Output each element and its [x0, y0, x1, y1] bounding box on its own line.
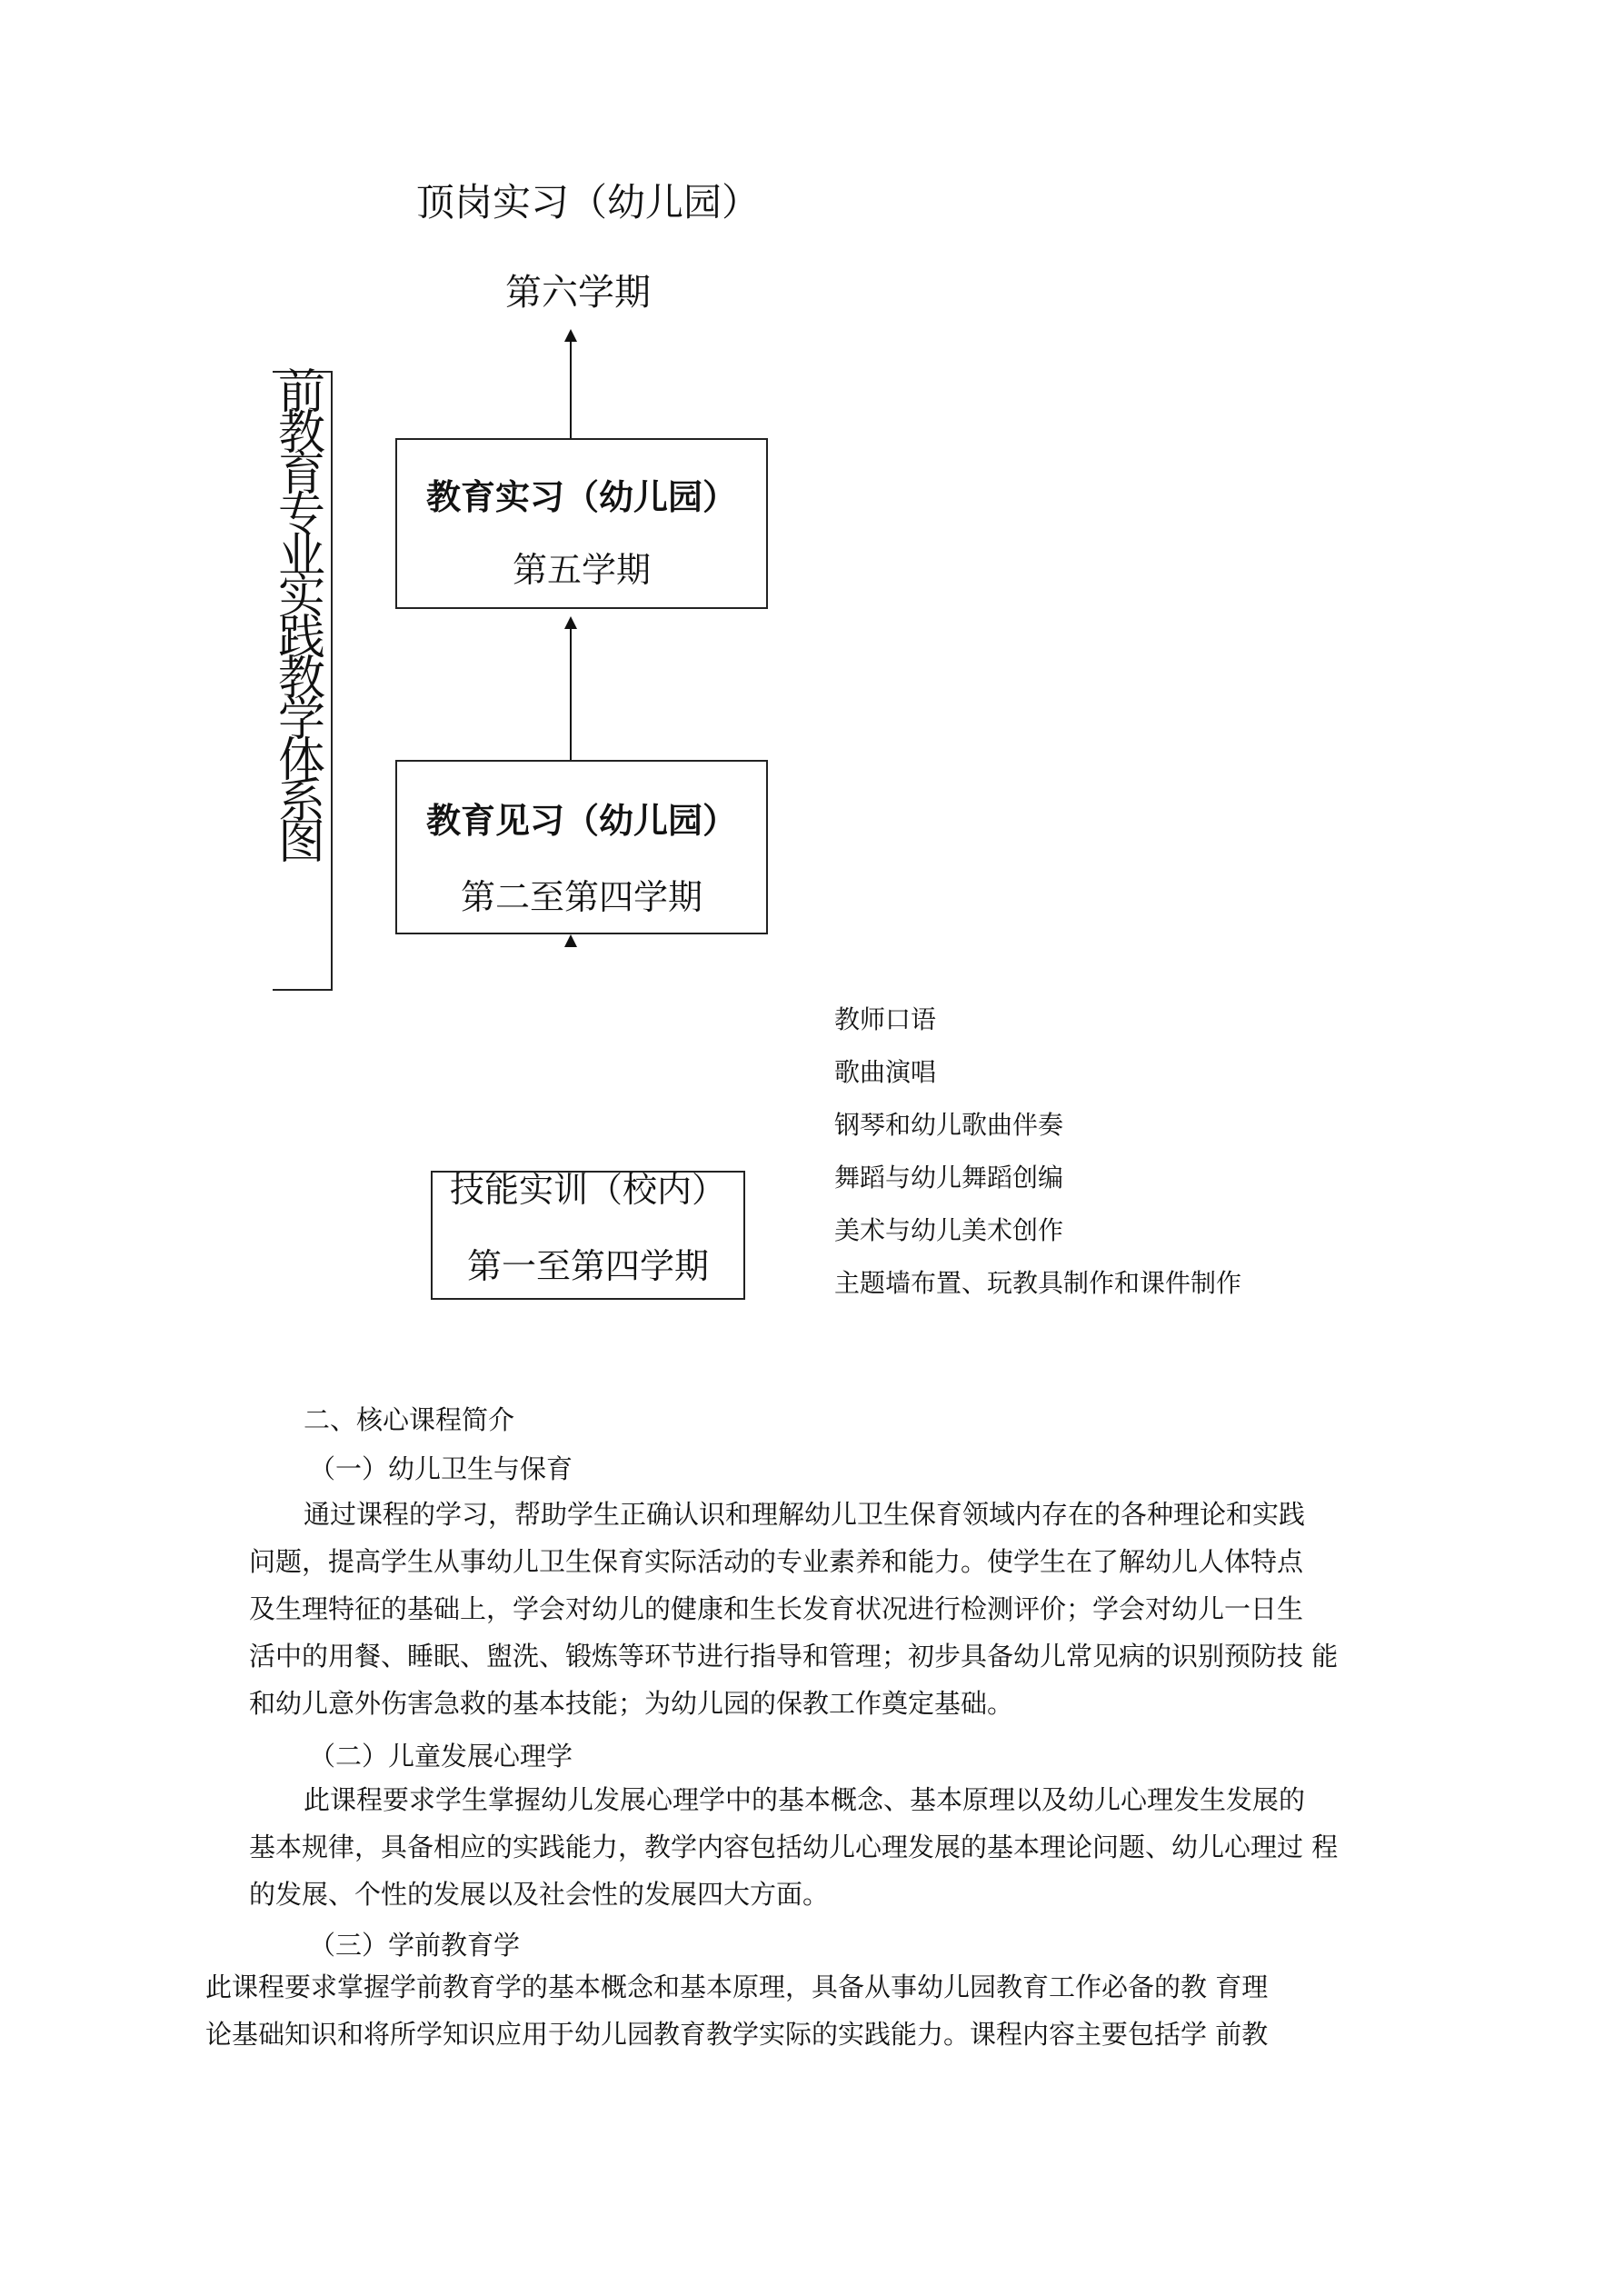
- arrow-up-icon: [564, 934, 577, 947]
- paragraph-line: 的发展、个性的发展以及社会性的发展四大方面。: [249, 1879, 830, 1910]
- box-internship: [395, 438, 768, 609]
- box-observation-title: 教育见习（幼儿园）: [425, 801, 737, 841]
- side-title-char: 体: [278, 734, 326, 788]
- paragraph-line: 论基础知识和将所学知识应用于幼儿园教育教学实际的实践能力。课程内容主要包括学 前教: [205, 2019, 1269, 2050]
- side-title-char: 育: [278, 447, 326, 502]
- box-skill-training-title: 技能实训（校内）: [449, 1170, 726, 1210]
- paragraph-line: 此课程要求掌握学前教育学的基本概念和基本原理，具备从事幼儿园教育工作必备的教 育理: [205, 1972, 1269, 2002]
- subheading-preschool: （三）学前教育学: [309, 1930, 521, 1961]
- section-heading: 二、核心课程简介: [304, 1404, 515, 1435]
- top-title: 顶岗实习（幼儿园）: [416, 180, 761, 225]
- paragraph-line: 此课程要求学生掌握幼儿发展心理学中的基本概念、基本原理以及幼儿心理发生发展的: [304, 1784, 1306, 1815]
- top-subtitle: 第六学期: [505, 272, 651, 314]
- skill-item: 美术与幼儿美术创作: [834, 1215, 1064, 1245]
- skill-item: 教师口语: [834, 1004, 937, 1034]
- side-title-char: 专: [278, 488, 326, 543]
- paragraph-preschool: [205, 1963, 1387, 2058]
- skill-item: 歌曲演唱: [834, 1057, 937, 1087]
- side-title-char: 系: [278, 774, 326, 829]
- box-internship-subtitle: 第五学期: [512, 550, 651, 590]
- subheading-hygiene: （一）幼儿卫生与保育: [309, 1453, 573, 1484]
- box-skill-training: [431, 1171, 745, 1300]
- box-skill-training-subtitle: 第一至第四学期: [466, 1246, 709, 1286]
- side-title-char: 前: [278, 365, 326, 420]
- skill-item: 钢琴和幼儿歌曲伴奏: [834, 1110, 1064, 1140]
- box-internship-title: 教育实习（幼儿园）: [425, 477, 737, 517]
- connector-line: [570, 627, 572, 760]
- paragraph-line: 基本规律，具备相应的实践能力，教学内容包括幼儿心理发展的基本理论问题、幼儿心理过 程: [249, 1832, 1339, 1862]
- paragraph-line: 和幼儿意外伤害急救的基本技能；为幼儿园的保教工作奠定基础。: [249, 1688, 1014, 1719]
- paragraph-psychology: [249, 1776, 1430, 1918]
- side-title-char: 教: [278, 406, 326, 461]
- paragraph-line: 及生理特征的基础上，学会对幼儿的健康和生长发育状况进行检测评价；学会对幼儿一日生: [249, 1593, 1304, 1624]
- box-observation: [395, 760, 768, 934]
- side-title-char: 学: [278, 693, 326, 747]
- paragraph-line: 通过课程的学习，帮助学生正确认识和理解幼儿卫生保育领域内存在的各种理论和实践: [304, 1499, 1306, 1530]
- skill-item: 主题墙布置、玩教具制作和课件制作: [834, 1268, 1242, 1298]
- connector-line: [570, 340, 572, 438]
- side-title-char: 图: [278, 815, 326, 870]
- side-title: [273, 365, 333, 991]
- paragraph-line: 活中的用餐、睡眠、盥洗、锻炼等环节进行指导和管理；初步具备幼儿常见病的识别预防技 能: [249, 1641, 1339, 1672]
- skill-item: 舞蹈与幼儿舞蹈创编: [834, 1163, 1064, 1193]
- side-title-char: 践: [278, 611, 326, 665]
- side-title-char: 实: [278, 570, 326, 624]
- paragraph-hygiene: [249, 1491, 1430, 1727]
- subheading-psychology: （二）儿童发展心理学: [309, 1741, 573, 1772]
- paragraph-line: 问题，提高学生从事幼儿卫生保育实际活动的专业素养和能力。使学生在了解幼儿人体特点: [249, 1546, 1304, 1577]
- side-title-char: 教: [278, 652, 326, 706]
- box-observation-subtitle: 第二至第四学期: [460, 877, 702, 917]
- side-title-char: 业: [278, 529, 326, 584]
